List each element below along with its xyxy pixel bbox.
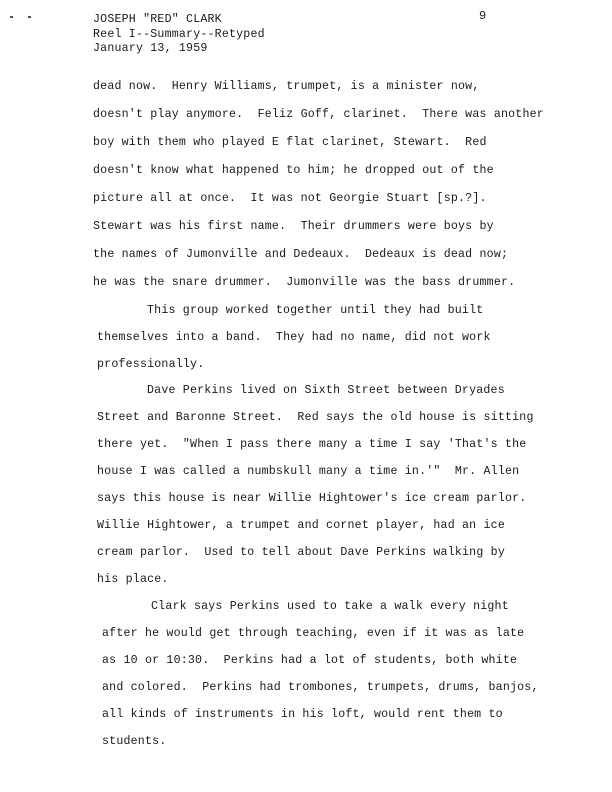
paragraph-first-line: Clark says Perkins used to take a walk every night — [151, 600, 509, 613]
text-line: his place. — [97, 573, 169, 586]
scan-speck — [28, 16, 31, 18]
text-line: Street and Baronne Street. Red says the old house is sitting — [97, 411, 534, 424]
scan-speck — [10, 16, 13, 18]
header-date: January 13, 1959 — [93, 42, 208, 55]
text-line: doesn't know what happened to him; he dropped out of the — [93, 164, 494, 177]
page-number: 9 — [479, 9, 487, 23]
text-line: dead now. Henry Williams, trumpet, is a minister now, — [93, 80, 480, 93]
text-line: picture all at once. It was not Georgie Stuart [sp.?]. — [93, 192, 487, 205]
text-line: house I was called a numbskull many a time in.'" Mr. Allen — [97, 465, 520, 478]
text-line: he was the snare drummer. Jumonville was the bass drummer. — [93, 276, 516, 289]
text-line: there yet. "When I pass there many a time I say 'That's the — [97, 438, 527, 451]
text-line: the names of Jumonville and Dedeaux. Dedeaux is dead now; — [93, 248, 509, 261]
document-header — [93, 13, 265, 57]
text-line: as 10 or 10:30. Perkins had a lot of students, both white — [102, 654, 518, 667]
text-line: doesn't play anymore. Feliz Goff, clarinet. There was another — [93, 108, 544, 121]
text-line: Stewart was his first name. Their drummers were boys by — [93, 220, 494, 233]
paragraph-first-line: Dave Perkins lived on Sixth Street between Dryades — [147, 384, 505, 397]
header-name: JOSEPH "RED" CLARK — [93, 13, 222, 26]
text-line: boy with them who played E flat clarinet, Stewart. Red — [93, 136, 487, 149]
text-line: cream parlor. Used to tell about Dave Perkins walking by — [97, 546, 505, 559]
text-line: says this house is near Willie Hightower's ice cream parlor. — [97, 492, 527, 505]
text-line: all kinds of instruments in his loft, would rent them to — [102, 708, 503, 721]
text-line: themselves into a band. They had no name, did not work — [97, 331, 491, 344]
paragraph-first-line: This group worked together until they had built — [147, 304, 484, 317]
header-reel: Reel I--Summary--Retyped — [93, 27, 265, 41]
text-line: professionally. — [97, 358, 205, 371]
text-line: students. — [102, 735, 167, 748]
text-line: and colored. Perkins had trombones, trumpets, drums, banjos, — [102, 681, 539, 694]
text-line: after he would get through teaching, even if it was as late — [102, 627, 525, 640]
text-line: Willie Hightower, a trumpet and cornet player, had an ice — [97, 519, 505, 532]
